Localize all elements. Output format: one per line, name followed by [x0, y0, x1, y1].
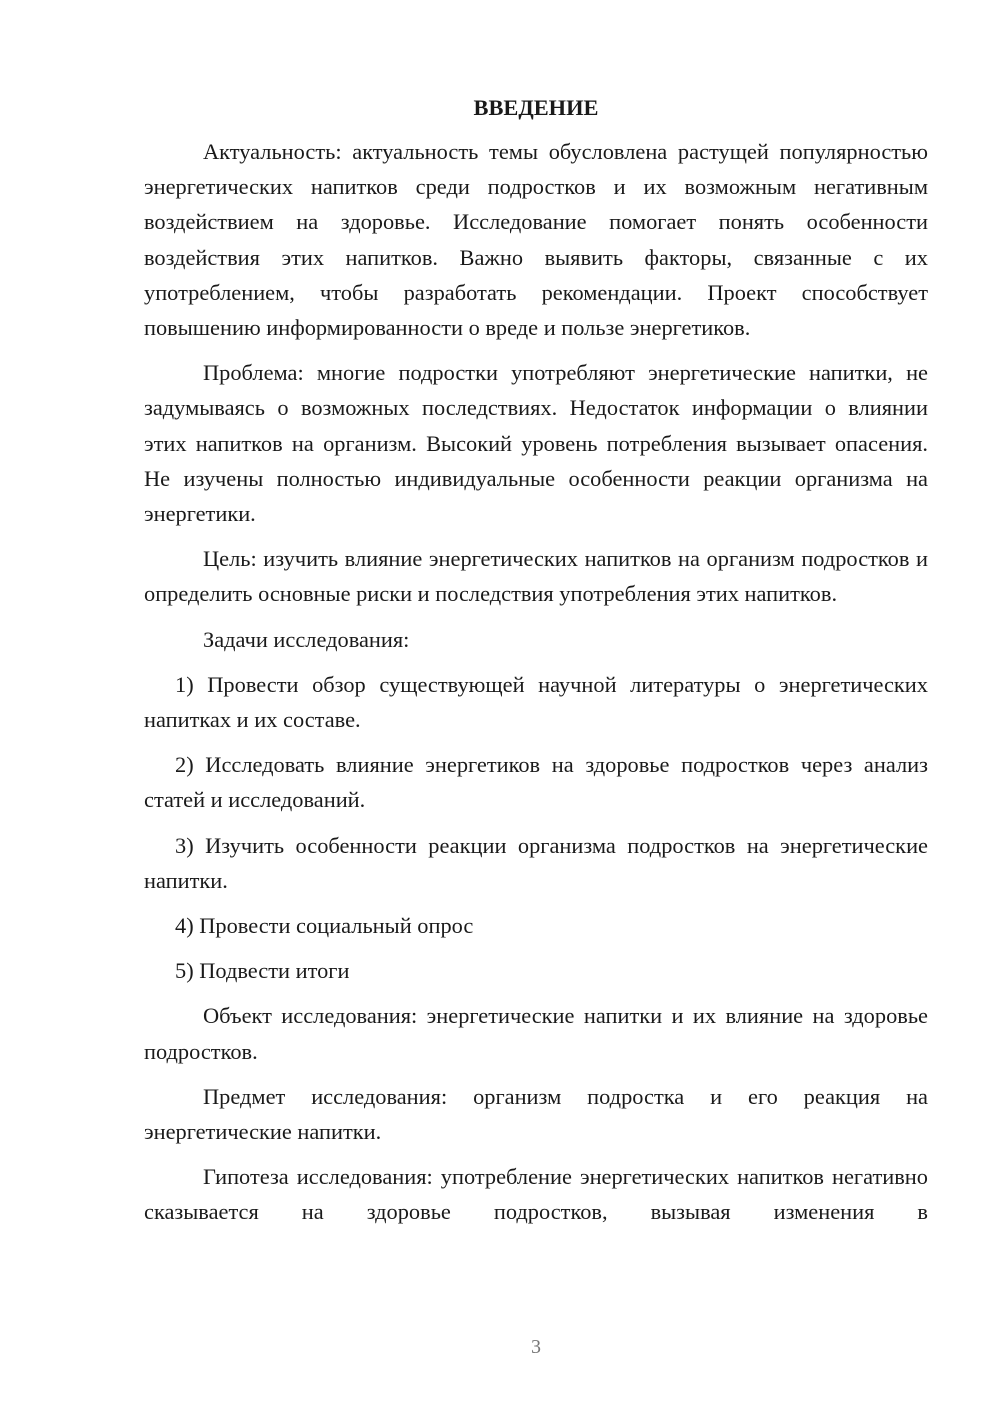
- object-paragraph: Объект исследования: энергетические напитки и их влияние на здоровье подростков.: [144, 1003, 928, 1064]
- task-item-4: 4) Провести социальный опрос: [175, 913, 474, 939]
- page-content: [144, 90, 928, 1230]
- section-heading: ВВЕДЕНИЕ: [473, 95, 599, 120]
- goal-paragraph: Цель: изучить влияние энергетических напитков на организм подростков и определить основные риски и последствия употребления этих напитков.: [144, 546, 928, 607]
- task-item-1: 1) Провести обзор существующей научной литературы о энергетических напитках и их составе.: [144, 671, 928, 733]
- task-item-3: 3) Изучить особенности реакции организма подростков на энергетические напитки.: [144, 832, 928, 893]
- hypothesis-paragraph: Гипотеза исследования: употребление энергетических напитков негативно сказывается на здоровье подростков, вызывая изменения в: [144, 1164, 928, 1225]
- problem-paragraph: Проблема: многие подростки употребляют энергетические напитки, не задумываясь о возможных последствиях. Недостаток информации о влиянии этих напитков на организм. Высокий уровень потребления вызывает опасения. Не изучены полностью индивидуальные особенности реакции организма на энергетики.: [144, 360, 928, 527]
- task-item-5: 5) Подвести итоги: [175, 958, 350, 984]
- page-number: 3: [531, 1336, 541, 1358]
- subject-paragraph: Предмет исследования: организм подростка и его реакция на энергетические напитки.: [144, 1083, 928, 1145]
- task-item-2: 2) Исследовать влияние энергетиков на здоровье подростков через анализ статей и исследований.: [144, 752, 928, 813]
- tasks-heading: Задачи исследования:: [203, 626, 410, 652]
- relevance-paragraph: Актуальность: актуальность темы обусловлена растущей популярностью энергетических напитков среди подростков и их возможным негативным воздействием на здоровье. Исследование помогает понять особенности воздействия этих напитков. Важно выявить факторы, связанные с их употреблением, чтобы разработать рекомендации. Проект способствует повышению информированности о вреде и пользе энергетиков.: [144, 139, 928, 341]
